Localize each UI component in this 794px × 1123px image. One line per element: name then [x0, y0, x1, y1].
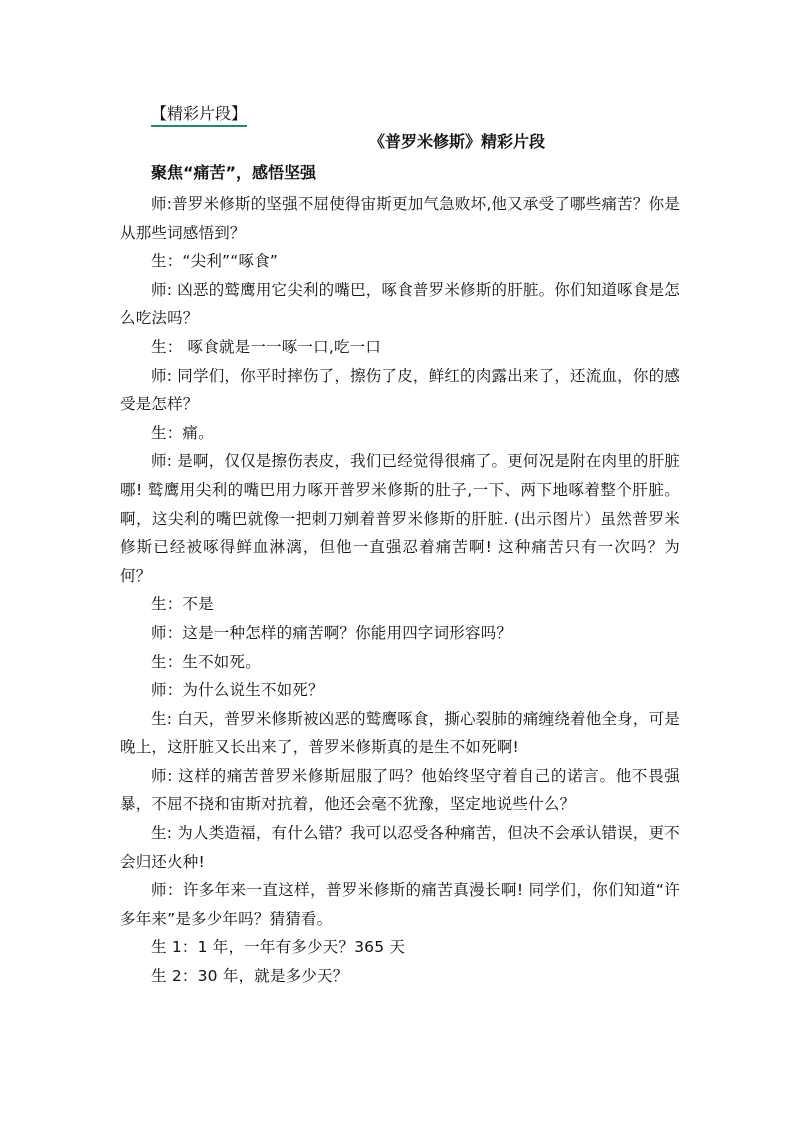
paragraph: 师：为什么说生不如死？: [151, 681, 324, 700]
paragraph: 生: 白天，普罗米修斯被凶恶的鹫鹰啄食，撕心裂肺的痛缠绕着他全身，可是晚上，这肝脏又长出来了，普罗米修斯真的是生不如死啊!: [120, 709, 680, 757]
paragraph: 师: 这样的痛苦普罗米修斯屈服了吗？他始终坚守着自己的诺言。他不畏强暴，不屈不挠和宙斯对抗着，他还会毫不犹豫，坚定地说些什么？: [120, 766, 680, 814]
paragraph: 师：许多年来一直这样，普罗米修斯的痛苦真漫长啊! 同学们，你们知道“许多年来”是多少年吗？猜猜看。: [120, 881, 680, 928]
paragraph: 生：“尖利”“啄食”: [151, 252, 279, 271]
paragraph: 师: 是啊，仅仅是擦伤表皮，我们已经觉得很痛了。更何况是附在肉里的肝脏哪! 鹫鹰用尖利的嘴巴用力啄开普罗米修斯的肚子,一下、两下地啄着整个肝脏。啊，这尖利的嘴巴就像一把刺刀剜着普罗米修斯的肝脏. (出示图片）虽然普罗米修斯已经被啄得鲜血淋漓，但他一直强忍着痛苦啊! 这种痛苦只有一次吗？为何？: [120, 452, 680, 585]
paragraph: 生: 为人类造福，有什么错？我可以忍受各种痛苦，但决不会承认错误，更不会归还火种!: [120, 824, 680, 871]
document-title: 《普罗米修斯》精彩片段: [368, 132, 545, 151]
section-subheading: 聚焦“痛苦”，感悟坚强: [151, 163, 317, 182]
paragraph: 师: 同学们，你平时摔伤了，擦伤了皮，鲜红的肉露出来了，还流血，你的感受是怎样？: [120, 366, 680, 414]
section-tag: 【精彩片段】: [151, 104, 247, 127]
paragraph: 师: 凶恶的鹫鹰用它尖利的嘴巴，啄食普罗米修斯的肝脏。你们知道啄食是怎么吃法吗？: [120, 280, 680, 328]
paragraph: 生： 啄食就是一一啄一口,吃一口: [151, 337, 382, 356]
document-body: [120, 190, 680, 991]
paragraph: 生 1：1 年，一年有多少天？365 天: [151, 938, 406, 957]
paragraph: 生：痛。: [151, 423, 214, 442]
paragraph: 生：生不如死。: [151, 652, 261, 671]
paragraph: 师：这是一种怎样的痛苦啊？你能用四字词形容吗？: [151, 623, 513, 642]
paragraph: 师:普罗米修斯的坚强不屈使得宙斯更加气急败坏,他又承受了哪些痛苦？你是从那些词感悟到？: [120, 195, 680, 242]
paragraph: 生：不是: [151, 595, 214, 614]
paragraph: 生 2：30 年，就是多少天？: [151, 967, 349, 986]
